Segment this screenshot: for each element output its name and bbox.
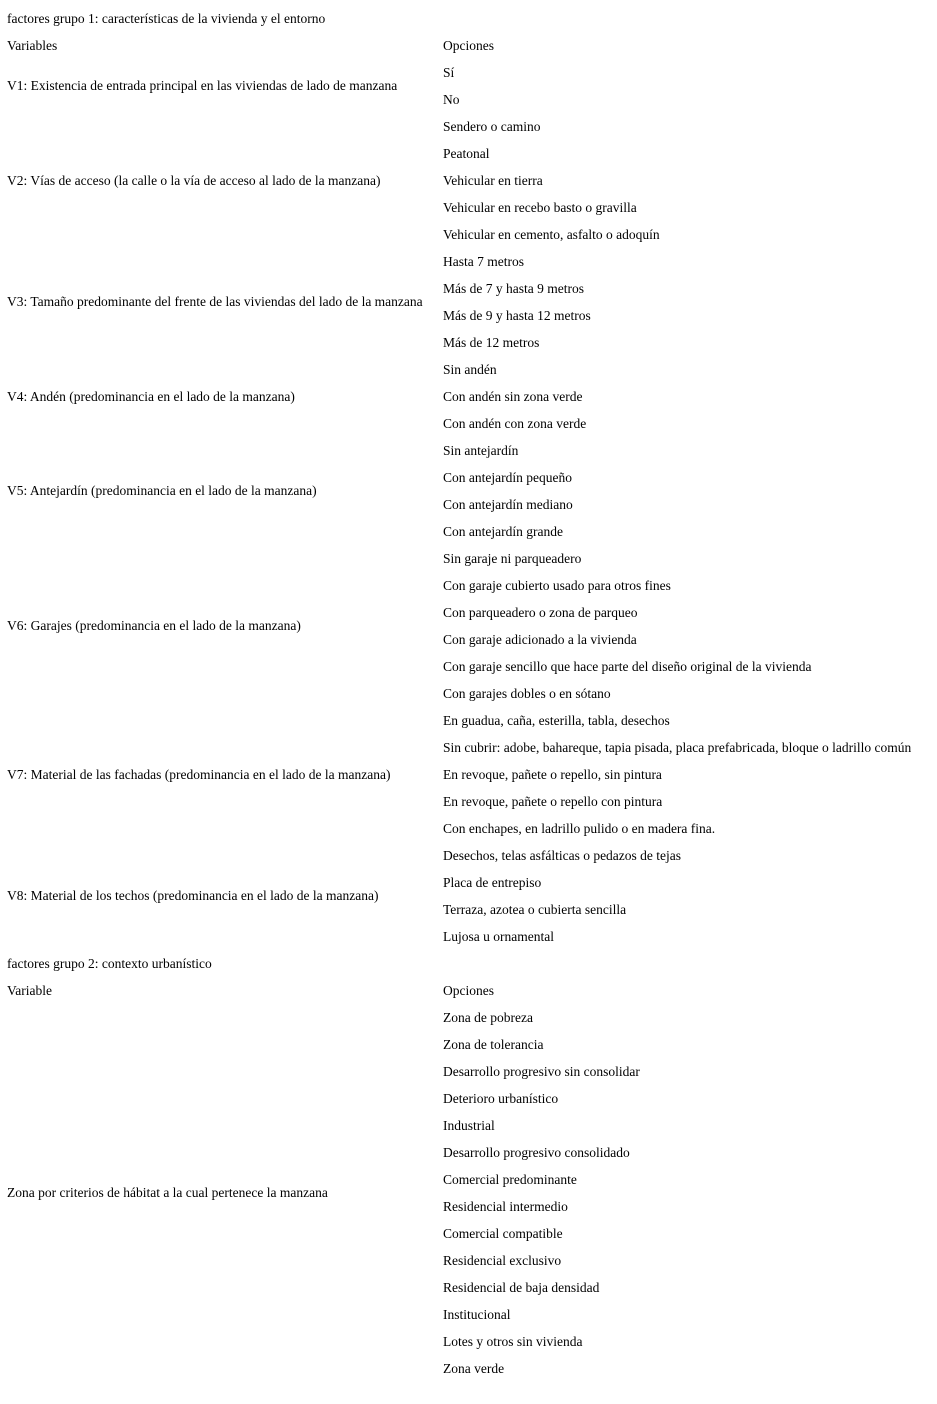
- group1-header-row: [7, 32, 937, 59]
- variable-label: V1: Existencia de entrada principal en las viviendas de lado de manzana: [7, 78, 398, 93]
- option-line: Con antejardín pequeño: [443, 469, 572, 485]
- option-line: Lotes y otros sin vivienda: [443, 1333, 583, 1349]
- option-line: Sin cubrir: adobe, bahareque, tapia pisada, placa prefabricada, bloque o ladrillo común: [443, 739, 912, 755]
- option-line: Desarrollo progresivo sin consolidar: [443, 1063, 640, 1079]
- option-line: Sin garaje ni parqueadero: [443, 550, 582, 566]
- factors-group-2: [7, 950, 937, 1382]
- variable-label: Zona por criterios de hábitat a la cual pertenece la manzana: [7, 1185, 328, 1200]
- option-line: Sin andén: [443, 361, 497, 377]
- option-line: Con andén con zona verde: [443, 415, 587, 431]
- variable-column-header: Variable: [7, 982, 52, 998]
- option-line: Comercial predominante: [443, 1171, 577, 1187]
- option-line: Placa de entrepiso: [443, 874, 542, 890]
- option-line: Con garaje cubierto usado para otros fines: [443, 577, 671, 593]
- group2-header-row: [7, 977, 937, 1004]
- group2-title: factores grupo 2: contexto urbanístico: [7, 955, 212, 971]
- option-line: Con antejardín grande: [443, 523, 563, 539]
- variable-label: V2: Vías de acceso (la calle o la vía de acceso al lado de la manzana): [7, 172, 381, 188]
- option-line: Comercial compatible: [443, 1225, 563, 1241]
- variable-row: [7, 545, 937, 707]
- option-line: No: [443, 91, 460, 107]
- option-line: Vehicular en tierra: [443, 172, 543, 188]
- option-line: Sí: [443, 64, 455, 80]
- option-line: Con parqueadero o zona de parqueo: [443, 604, 638, 620]
- option-line: Desarrollo progresivo consolidado: [443, 1144, 630, 1160]
- option-line: Zona de pobreza: [443, 1009, 533, 1025]
- option-line: Sendero o camino: [443, 118, 541, 134]
- group2-rows: [7, 1004, 937, 1382]
- option-line: Industrial: [443, 1117, 495, 1133]
- option-line: Con garajes dobles o en sótano: [443, 685, 611, 701]
- variable-row: [7, 1004, 937, 1382]
- option-line: Institucional: [443, 1306, 511, 1322]
- option-line: Residencial de baja densidad: [443, 1279, 600, 1295]
- option-line: Hasta 7 metros: [443, 253, 524, 269]
- option-line: Con garaje sencillo que hace parte del diseño original de la vivienda: [443, 658, 812, 674]
- option-line: Con enchapes, en ladrillo pulido o en madera fina.: [443, 820, 716, 836]
- option-line: Vehicular en cemento, asfalto o adoquín: [443, 226, 660, 242]
- option-line: Vehicular en recebo basto o gravilla: [443, 199, 637, 215]
- factors-group-1: [7, 5, 937, 950]
- option-line: En revoque, pañete o repello con pintura: [443, 793, 663, 809]
- variable-row: [7, 248, 937, 356]
- variable-label: V5: Antejardín (predominancia en el lado de la manzana): [7, 483, 317, 498]
- option-line: Peatonal: [443, 145, 490, 161]
- group1-title: factores grupo 1: características de la vivienda y el entorno: [7, 10, 326, 26]
- variables-column-header: Variables: [7, 37, 58, 53]
- group1-rows: [7, 59, 937, 950]
- option-line: Con garaje adicionado a la vivienda: [443, 631, 637, 647]
- options-column-header: Opciones: [443, 982, 494, 998]
- option-line: Terraza, azotea o cubierta sencilla: [443, 901, 627, 917]
- variable-label: V8: Material de los techos (predominancia en el lado de la manzana): [7, 888, 379, 903]
- variable-label: V3: Tamaño predominante del frente de las viviendas del lado de la manzana: [7, 294, 423, 309]
- option-line: Con andén sin zona verde: [443, 388, 583, 404]
- option-line: Zona verde: [443, 1360, 505, 1376]
- group2-table: [7, 977, 937, 1382]
- options-column-header: Opciones: [443, 37, 494, 53]
- option-line: Zona de tolerancia: [443, 1036, 544, 1052]
- option-line: Más de 7 y hasta 9 metros: [443, 280, 584, 296]
- option-line: Desechos, telas asfálticas o pedazos de tejas: [443, 847, 682, 863]
- option-line: Lujosa u ornamental: [443, 928, 554, 944]
- option-line: Más de 12 metros: [443, 334, 540, 350]
- variable-row: [7, 842, 937, 950]
- variable-row: [7, 59, 937, 113]
- variable-label: V4: Andén (predominancia en el lado de la manzana): [7, 388, 295, 404]
- option-line: Sin antejardín: [443, 442, 519, 458]
- option-line: Residencial exclusivo: [443, 1252, 562, 1268]
- option-line: Residencial intermedio: [443, 1198, 568, 1214]
- option-line: En revoque, pañete o repello, sin pintura: [443, 766, 662, 782]
- option-line: En guadua, caña, esterilla, tabla, desechos: [443, 712, 670, 728]
- variable-row: [7, 356, 937, 437]
- variable-row: [7, 113, 937, 248]
- variable-row: [7, 707, 937, 842]
- group1-table: [7, 32, 937, 950]
- option-line: Con antejardín mediano: [443, 496, 573, 512]
- option-line: Deterioro urbanístico: [443, 1090, 559, 1106]
- variable-label: V7: Material de las fachadas (predominancia en el lado de la manzana): [7, 766, 391, 782]
- option-line: Más de 9 y hasta 12 metros: [443, 307, 591, 323]
- variable-label: V6: Garajes (predominancia en el lado de la manzana): [7, 618, 301, 633]
- variable-row: [7, 437, 937, 545]
